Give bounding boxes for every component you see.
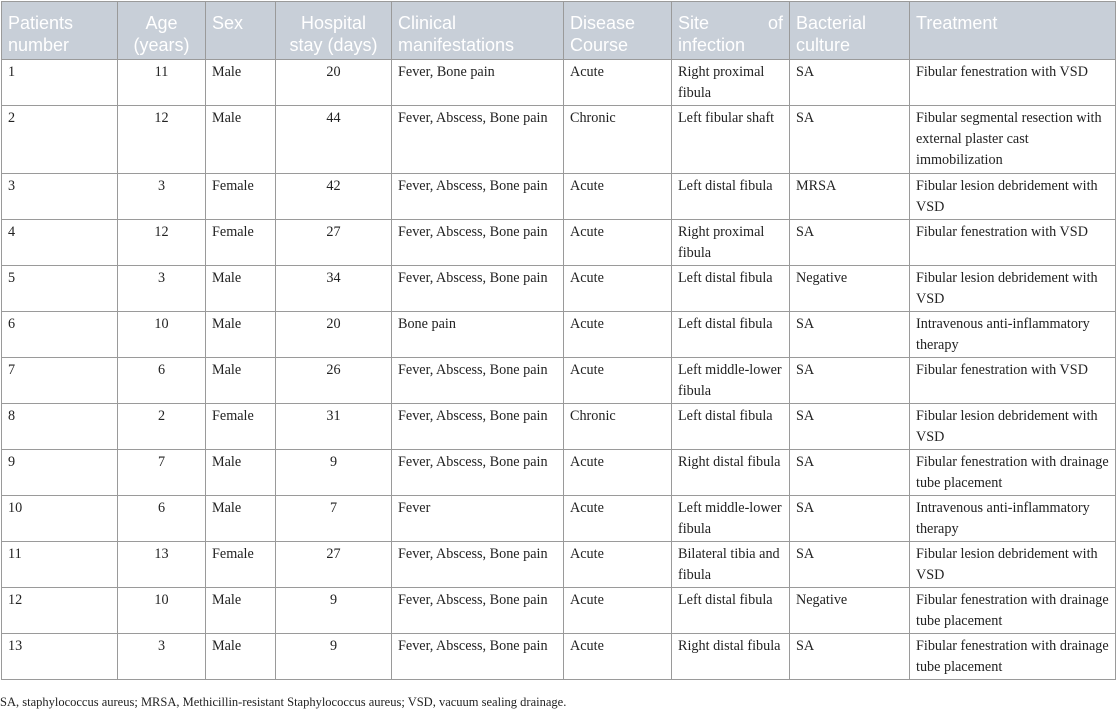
cell-stay: 34 (276, 266, 392, 312)
cell-age: 13 (118, 542, 206, 588)
cell-sex: Female (206, 174, 276, 220)
cell-culture: Negative (790, 588, 910, 634)
cell-stay: 42 (276, 174, 392, 220)
cell-clinical: Fever, Bone pain (392, 60, 564, 106)
cell-treatment: Intravenous anti-inflammatory therapy (910, 496, 1116, 542)
cell-treatment: Fibular lesion debridement with VSD (910, 542, 1116, 588)
table-row (2, 106, 1116, 174)
cell-sex: Male (206, 450, 276, 496)
cell-treatment: Fibular fenestration with VSD (910, 60, 1116, 106)
cell-age: 7 (118, 450, 206, 496)
table-row (2, 220, 1116, 266)
cell-site: Left distal fibula (672, 174, 790, 220)
cell-sex: Male (206, 588, 276, 634)
cell-culture: SA (790, 312, 910, 358)
cell-site: Left middle-lower fibula (672, 358, 790, 404)
cell-patient: 5 (2, 266, 118, 312)
cell-course: Acute (564, 496, 672, 542)
cell-patient: 4 (2, 220, 118, 266)
cell-treatment: Fibular segmental resection with external plaster cast immobilization (910, 106, 1116, 174)
table-row (2, 174, 1116, 220)
cell-culture: SA (790, 496, 910, 542)
header-clinical-manifestations: Clinical manifestations (392, 2, 564, 60)
cell-clinical: Fever, Abscess, Bone pain (392, 634, 564, 680)
cell-patient: 12 (2, 588, 118, 634)
table-row (2, 266, 1116, 312)
cell-patient: 13 (2, 634, 118, 680)
table-row (2, 450, 1116, 496)
cell-stay: 27 (276, 220, 392, 266)
cell-course: Chronic (564, 404, 672, 450)
cell-patient: 3 (2, 174, 118, 220)
table-row (2, 634, 1116, 680)
cell-site: Left distal fibula (672, 312, 790, 358)
cell-clinical: Fever, Abscess, Bone pain (392, 404, 564, 450)
cell-site: Left distal fibula (672, 266, 790, 312)
cell-clinical: Fever, Abscess, Bone pain (392, 106, 564, 174)
header-patients-number: Patients number (2, 2, 118, 60)
cell-site: Right distal fibula (672, 450, 790, 496)
cell-culture: SA (790, 358, 910, 404)
cell-patient: 6 (2, 312, 118, 358)
cell-course: Chronic (564, 106, 672, 174)
header-site-of-infection: Site of infection (672, 2, 790, 60)
table-row (2, 588, 1116, 634)
header-hospital-stay: Hospital stay (days) (276, 2, 392, 60)
header-disease-course: Disease Course (564, 2, 672, 60)
cell-clinical: Fever, Abscess, Bone pain (392, 220, 564, 266)
table-row (2, 404, 1116, 450)
cell-stay: 20 (276, 60, 392, 106)
cell-culture: SA (790, 60, 910, 106)
cell-age: 3 (118, 174, 206, 220)
cell-treatment: Intravenous anti-inflammatory therapy (910, 312, 1116, 358)
cell-stay: 9 (276, 634, 392, 680)
cell-sex: Male (206, 496, 276, 542)
cell-sex: Male (206, 634, 276, 680)
cell-treatment: Fibular fenestration with drainage tube placement (910, 588, 1116, 634)
cell-site: Left fibular shaft (672, 106, 790, 174)
header-bacterial-culture: Bacterial culture (790, 2, 910, 60)
cell-clinical: Fever, Abscess, Bone pain (392, 266, 564, 312)
cell-stay: 27 (276, 542, 392, 588)
cell-treatment: Fibular fenestration with drainage tube placement (910, 450, 1116, 496)
cell-course: Acute (564, 220, 672, 266)
cell-age: 12 (118, 220, 206, 266)
cell-clinical: Fever, Abscess, Bone pain (392, 358, 564, 404)
cell-treatment: Fibular fenestration with drainage tube placement (910, 634, 1116, 680)
cell-stay: 31 (276, 404, 392, 450)
cell-course: Acute (564, 634, 672, 680)
cell-culture: Negative (790, 266, 910, 312)
cell-treatment: Fibular fenestration with VSD (910, 220, 1116, 266)
cell-culture: SA (790, 542, 910, 588)
cell-stay: 7 (276, 496, 392, 542)
cell-clinical: Bone pain (392, 312, 564, 358)
table-row (2, 358, 1116, 404)
cell-age: 3 (118, 634, 206, 680)
cell-sex: Female (206, 220, 276, 266)
cell-age: 6 (118, 496, 206, 542)
cell-treatment: Fibular lesion debridement with VSD (910, 174, 1116, 220)
cell-clinical: Fever, Abscess, Bone pain (392, 174, 564, 220)
cell-culture: SA (790, 404, 910, 450)
cell-culture: SA (790, 450, 910, 496)
cell-course: Acute (564, 312, 672, 358)
table-row (2, 542, 1116, 588)
cell-site: Right proximal fibula (672, 60, 790, 106)
cell-treatment: Fibular fenestration with VSD (910, 358, 1116, 404)
cell-stay: 20 (276, 312, 392, 358)
cell-patient: 2 (2, 106, 118, 174)
cell-site: Right distal fibula (672, 634, 790, 680)
table-row (2, 60, 1116, 106)
patients-table (1, 1, 1116, 680)
cell-course: Acute (564, 174, 672, 220)
cell-stay: 9 (276, 450, 392, 496)
table-footnote: SA, staphylococcus aureus; MRSA, Methicillin-resistant Staphylococcus aureus; VSD, vacuum sealing drainage. (0, 695, 567, 709)
cell-course: Acute (564, 60, 672, 106)
cell-clinical: Fever, Abscess, Bone pain (392, 588, 564, 634)
cell-site: Left distal fibula (672, 588, 790, 634)
header-age: Age (years) (118, 2, 206, 60)
cell-patient: 7 (2, 358, 118, 404)
cell-site: Bilateral tibia and fibula (672, 542, 790, 588)
cell-culture: SA (790, 220, 910, 266)
cell-sex: Male (206, 60, 276, 106)
table-body (2, 60, 1116, 680)
table-header (2, 2, 1116, 60)
cell-clinical: Fever (392, 496, 564, 542)
cell-clinical: Fever, Abscess, Bone pain (392, 542, 564, 588)
header-sex: Sex (206, 2, 276, 60)
cell-course: Acute (564, 588, 672, 634)
cell-age: 10 (118, 588, 206, 634)
cell-age: 12 (118, 106, 206, 174)
cell-patient: 11 (2, 542, 118, 588)
cell-sex: Female (206, 404, 276, 450)
cell-culture: MRSA (790, 174, 910, 220)
cell-sex: Male (206, 358, 276, 404)
cell-patient: 8 (2, 404, 118, 450)
cell-treatment: Fibular lesion debridement with VSD (910, 266, 1116, 312)
table-row (2, 496, 1116, 542)
cell-culture: SA (790, 106, 910, 174)
cell-patient: 9 (2, 450, 118, 496)
cell-sex: Male (206, 106, 276, 174)
cell-course: Acute (564, 266, 672, 312)
cell-sex: Male (206, 266, 276, 312)
cell-site: Right proximal fibula (672, 220, 790, 266)
cell-site: Left middle-lower fibula (672, 496, 790, 542)
cell-course: Acute (564, 450, 672, 496)
cell-clinical: Fever, Abscess, Bone pain (392, 450, 564, 496)
cell-age: 10 (118, 312, 206, 358)
cell-age: 3 (118, 266, 206, 312)
cell-patient: 10 (2, 496, 118, 542)
cell-culture: SA (790, 634, 910, 680)
cell-age: 2 (118, 404, 206, 450)
cell-course: Acute (564, 542, 672, 588)
cell-course: Acute (564, 358, 672, 404)
cell-sex: Male (206, 312, 276, 358)
cell-treatment: Fibular lesion debridement with VSD (910, 404, 1116, 450)
cell-stay: 44 (276, 106, 392, 174)
cell-age: 11 (118, 60, 206, 106)
header-treatment: Treatment (910, 2, 1116, 60)
cell-stay: 9 (276, 588, 392, 634)
table-row (2, 312, 1116, 358)
cell-age: 6 (118, 358, 206, 404)
cell-stay: 26 (276, 358, 392, 404)
cell-site: Left distal fibula (672, 404, 790, 450)
cell-sex: Female (206, 542, 276, 588)
cell-patient: 1 (2, 60, 118, 106)
